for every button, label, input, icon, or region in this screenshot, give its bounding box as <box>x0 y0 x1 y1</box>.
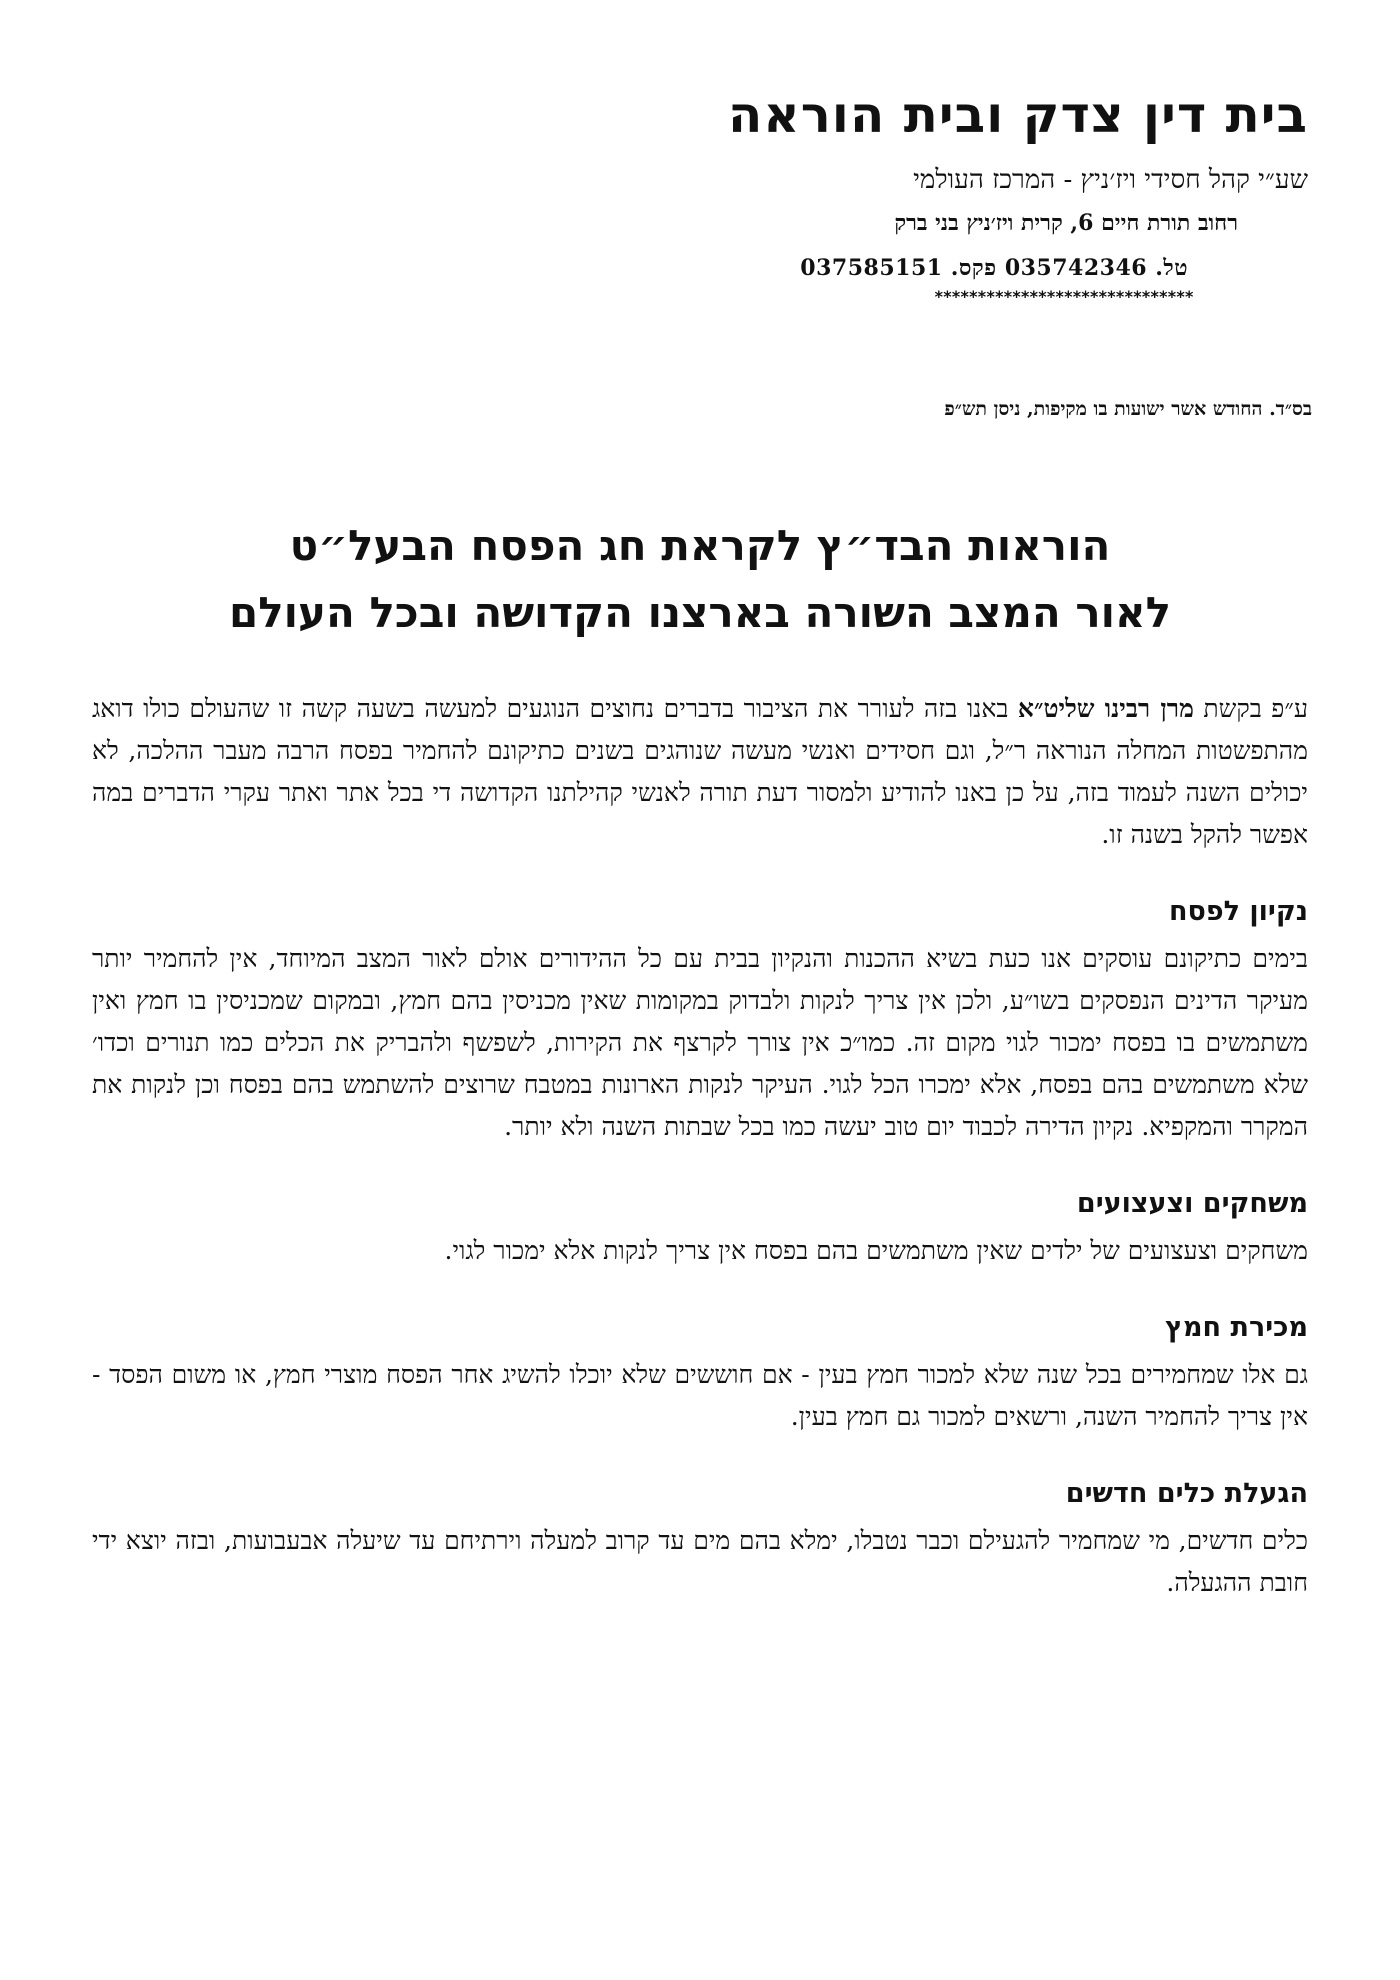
section-text: בימים כתיקונם עוסקים אנו כעת בשיא ההכנות והנקיון בבית עם כל ההידורים אולם לאור המצב המיוחד, אין להחמיר יותר מעיקר הדינים הנפסקים בשו״ע, ולכן אין צריך לנקות ולבדוק במקומות שאין מכניסין בהם חמץ, ובמקום שמכניסין בו חמץ ואין משתמשים בו בפסח ימכור לגוי מקום זה. כמו״כ אין צורך לקרצף את הקירות, לשפשף ולהבריק את הכלים כמו תנורים וכדו׳ שלא משתמשים בהם בפסח, אלא ימכרו הכל לגוי. העיקר לנקות הארונות במטבח שרוצים להשתמש בהם בפסח וכן לנקות את המקרר והמקפיא. נקיון הדירה לכבוד יום טוב יעשה כמו בכל שבתות השנה ולא יותר. <box>92 944 1308 1141</box>
letterhead-address: רחוב תורת חיים 6, קרית ויז׳ניץ בני ברק <box>894 210 1238 237</box>
letterhead-title: בית דין צדק ובית הוראה <box>727 86 1308 144</box>
section-title: נקיון לפסח <box>1169 896 1308 927</box>
main-heading <box>120 512 1280 646</box>
section-toys <box>92 1182 1308 1272</box>
section-text: גם אלו שמחמירים בכל שנה שלא למכור חמץ בעין - אם חוששים שלא יוכלו להשיג אחר הפסח מוצרי חמץ, או משום הפסד - אין צריך להחמיר השנה, ורשאים למכור גם חמץ בעין. <box>92 1360 1308 1431</box>
section-text: משחקים וצעצועים של ילדים שאין משתמשים בהם בפסח אין צריך לנקות אלא ימכור לגוי. <box>444 1236 1308 1265</box>
letterhead-phone: טל. 035742346 פקס. 037585151 <box>800 254 1188 281</box>
section-text: כלים חדשים, מי שמחמיר להגעילם וכבר נטבלו, ימלא בהם מים עד קרוב למעלה וירתיחם עד שיעלה אבעבועות, ובזה יוצא ידי חובת ההגעלה. <box>92 1526 1308 1597</box>
intro-paragraph <box>92 688 1308 856</box>
intro-prefix: ע״פ בקשת <box>1203 694 1308 723</box>
intro-text: באנו בזה לעורר את הציבור בדברים נחוצים הנוגעים למעשה בשעה קשה זו שהעולם כולו דואג מהתפשטות המחלה הנוראה ר״ל, וגם חסידים ואנשי מעשה שנוהגים בשנים כתיקונם להחמיר בפסח הרבה מעבר ההלכה, לא יכולים השנה לעמוד בזה, על כן באנו להודיע ולמסור דעת תורה לאנשי קהילתנו הקדושה די בכל אתר ואתר עקרי הדברים במה אפשר להקל בשנה זו. <box>92 694 1308 849</box>
intro-emphasis: מרן רבינו שליט״א <box>1017 694 1194 723</box>
section-kashering-new-utensils <box>92 1472 1308 1604</box>
letterhead-subtitle: שע״י קהל חסידי ויז׳ניץ - המרכז העולמי <box>913 165 1308 195</box>
date-line: בס״ד. החודש אשר ישועות בו מקיפות, ניסן תש״פ <box>944 398 1312 420</box>
body-text <box>92 688 1308 1604</box>
section-chametz-sale <box>92 1306 1308 1438</box>
heading-line-1: הוראות הבד״ץ לקראת חג הפסח הבעל״ט <box>289 521 1111 570</box>
letterhead-divider: ****************************** <box>934 286 1193 306</box>
section-title: משחקים וצעצועים <box>1076 1188 1308 1219</box>
section-title: מכירת חמץ <box>1165 1312 1308 1343</box>
letterhead <box>608 88 1308 306</box>
section-title: הגעלת כלים חדשים <box>1065 1478 1308 1509</box>
heading-line-2: לאור המצב השורה בארצנו הקדושה ובכל העולם <box>228 588 1172 638</box>
section-cleaning <box>92 890 1308 1148</box>
